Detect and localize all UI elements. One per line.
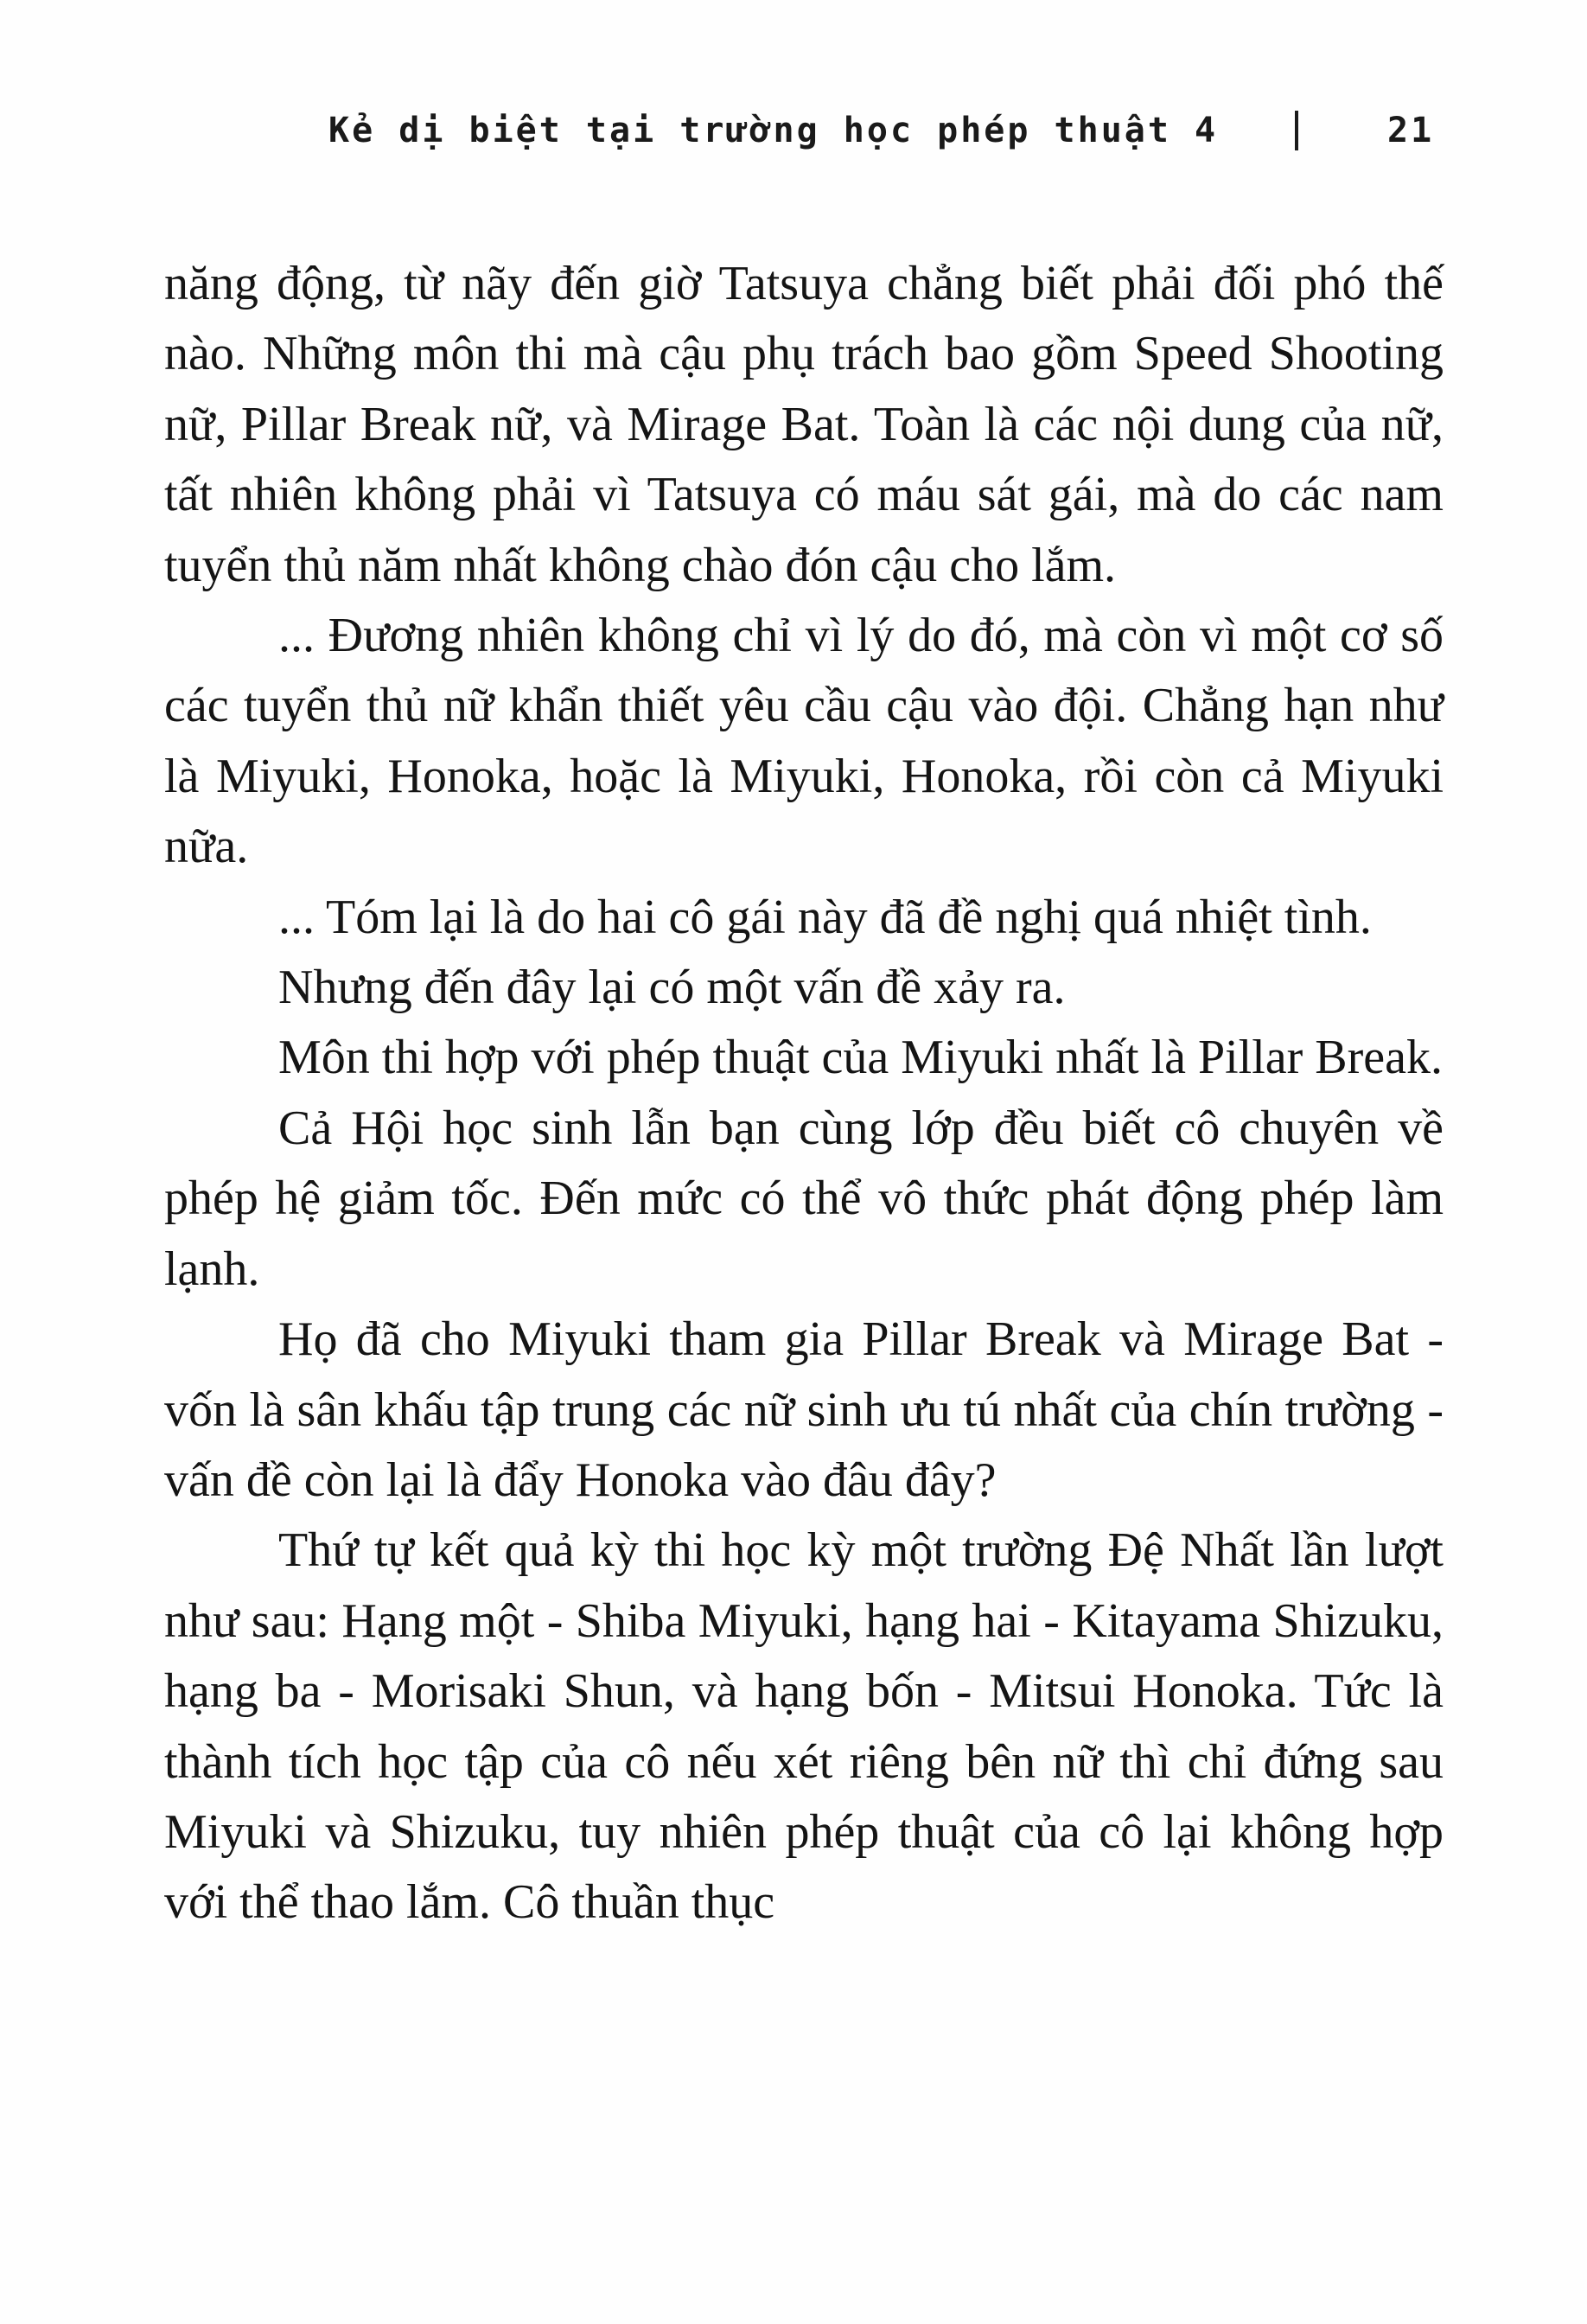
paragraph-2: ... Đương nhiên không chỉ vì lý do đó, mà còn vì một cơ số các tuyển thủ nữ khẩn thiết yêu cầu cậu vào đội. Chẳng hạn như là Miyuki, Honoka, hoặc là Miyuki, Honoka, rồi còn cả Miyuki nữa.	[164, 609, 1444, 874]
paragraph-3: ... Tóm lại là do hai cô gái này đã đề nghị quá nhiệt tình.	[278, 890, 1372, 944]
page-number: 21	[1387, 111, 1435, 150]
paragraph-6: Cả Hội học sinh lẫn bạn cùng lớp đều biết cô chuyên về phép hệ giảm tốc. Đến mức có thể vô thức phát động phép làm lạnh.	[164, 1101, 1444, 1296]
paragraph-4: Nhưng đến đây lại có một vấn đề xảy ra.	[278, 961, 1066, 1015]
paragraph-1: năng động, từ nãy đến giờ Tatsuya chẳng biết phải đối phó thế nào. Những môn thi mà cậu phụ trách bao gồm Speed Shooting nữ, Pillar Break nữ, và Mirage Bat. Toàn là các nội dung của nữ, tất nhiên không phải vì Tatsuya có máu sát gái, mà do các nam tuyển thủ năm nhất không chào đón cậu cho lắm.	[164, 257, 1444, 592]
header-divider	[1295, 111, 1298, 150]
book-title: Kẻ dị biệt tại trường học phép thuật 4	[328, 111, 1219, 150]
paragraph-8: Thứ tự kết quả kỳ thi học kỳ một trường Đệ Nhất lần lượt như sau: Hạng một - Shiba Miyuki, hạng hai - Kitayama Shizuku, hạng ba - Morisaki Shun, và hạng bốn - Mitsui Honoka. Tức là thành tích học tập của cô nếu xét riêng bên nữ thì chỉ đứng sau Miyuki và Shizuku, tuy nhiên phép thuật của cô lại không hợp với thể thao lắm. Cô thuần thục	[164, 1523, 1444, 1930]
paragraph-7: Họ đã cho Miyuki tham gia Pillar Break và Mirage Bat - vốn là sân khấu tập trung các nữ sinh ưu tú nhất của chín trường - vấn đề còn lại là đẩy Honoka vào đâu đây?	[164, 1312, 1444, 1507]
paragraph-5: Môn thi hợp với phép thuật của Miyuki nhất là Pillar Break.	[278, 1031, 1444, 1085]
body-text	[164, 249, 1444, 1938]
running-header	[328, 111, 1435, 163]
